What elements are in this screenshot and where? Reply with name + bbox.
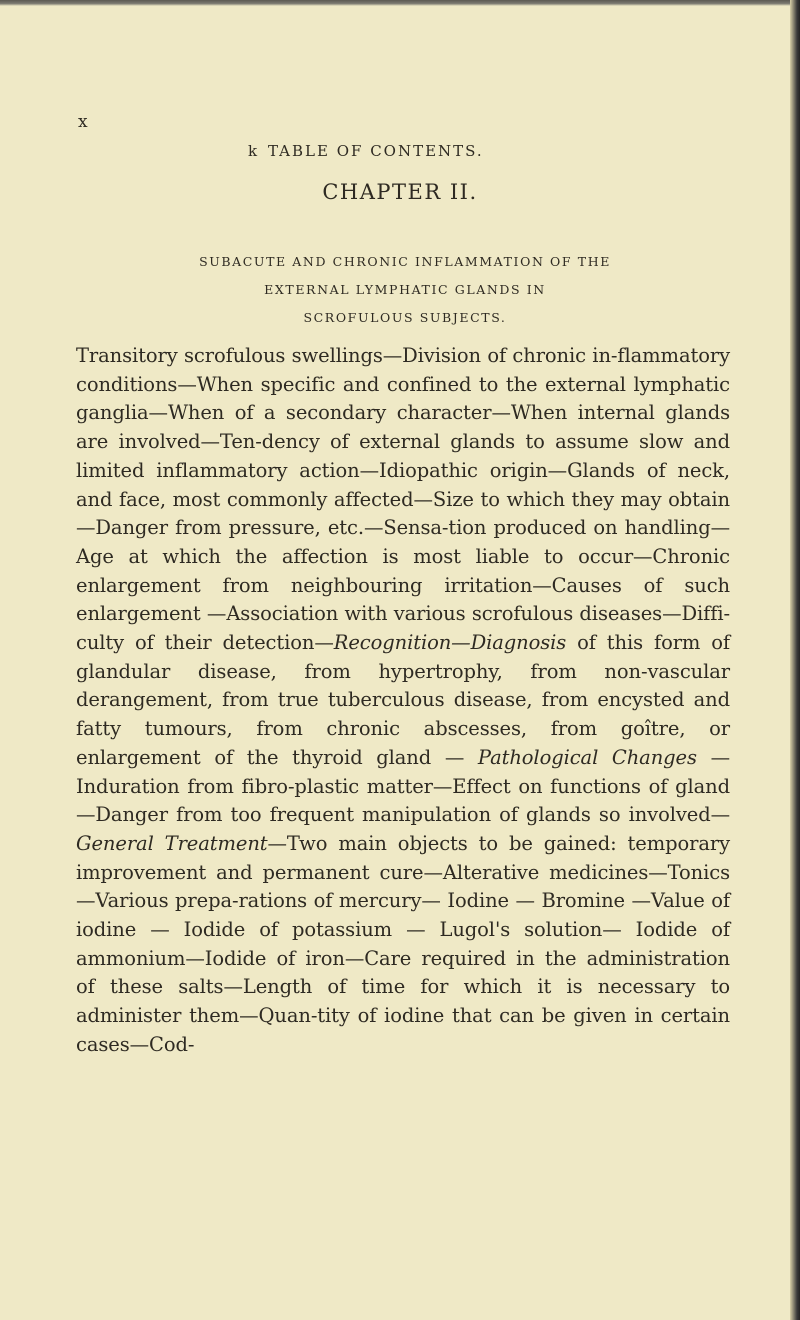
summary-text: of this form of glandular disease, from hypertrophy, from non-vascular derangement, from true tuberculous disease, from encysted and fatty tumours, from chronic abscesses, from goître, or enlargement of the thyroid gland — xyxy=(76,631,730,769)
chapter-subtitle xyxy=(150,248,660,332)
running-head-title: TABLE OF CONTENTS. xyxy=(268,142,484,160)
page-top-edge xyxy=(0,0,800,6)
subtitle-line: EXTERNAL LYMPHATIC GLANDS IN xyxy=(264,282,546,297)
running-head xyxy=(0,112,800,160)
page-folio: x xyxy=(78,112,89,132)
chapter-summary-paragraph xyxy=(76,342,730,1060)
subtitle-line: SCROFULOUS SUBJECTS. xyxy=(303,310,507,325)
summary-heading-recognition: Recognition—Diagnosis xyxy=(333,631,567,655)
chapter-title: CHAPTER II. xyxy=(322,180,478,204)
summary-text: —Two main objects to be gained: temporary improvement and permanent cure—Alterative medicines—Tonics—Various prepa-rations of mercury— Iodine — Bromine —Value of iodine — Iodide of potassium — Lugol's solution— Iodide of ammonium—Iodide of iron—Care required in the administration of these salts—Length of time for which it is necessary to administer them—Quan-tity of iodine that can be given in certain cases—Cod- xyxy=(76,831,731,1056)
summary-heading-pathological: Pathological Changes xyxy=(477,745,697,769)
printer-mark: k xyxy=(248,142,258,160)
summary-heading-treatment: General Treatment xyxy=(76,831,268,855)
subtitle-line: SUBACUTE AND CHRONIC INFLAMMATION OF THE xyxy=(199,254,611,269)
summary-text: — Induration from fibro-plastic matter—Effect on functions of gland —Danger from too frequent manipulation of glands so involved— xyxy=(76,745,730,827)
summary-text: Transitory scrofulous swellings—Division of chronic in-flammatory conditions—When specific and confined to the external lymphatic ganglia—When of a secondary character—When internal glands are involved—Ten-dency of external glands to assume slow and limited inflammatory action—Idiopathic origin—Glands of neck, and face, most commonly affected—Size to which they may obtain—Danger from pressure, etc.—Sensa-tion produced on handling—Age at which the affection is most liable to occur—Chronic enlargement from neighbouring irritation—Causes of such enlargement —Association with various scrofulous diseases—Diffi-culty of their detection— xyxy=(76,344,730,655)
